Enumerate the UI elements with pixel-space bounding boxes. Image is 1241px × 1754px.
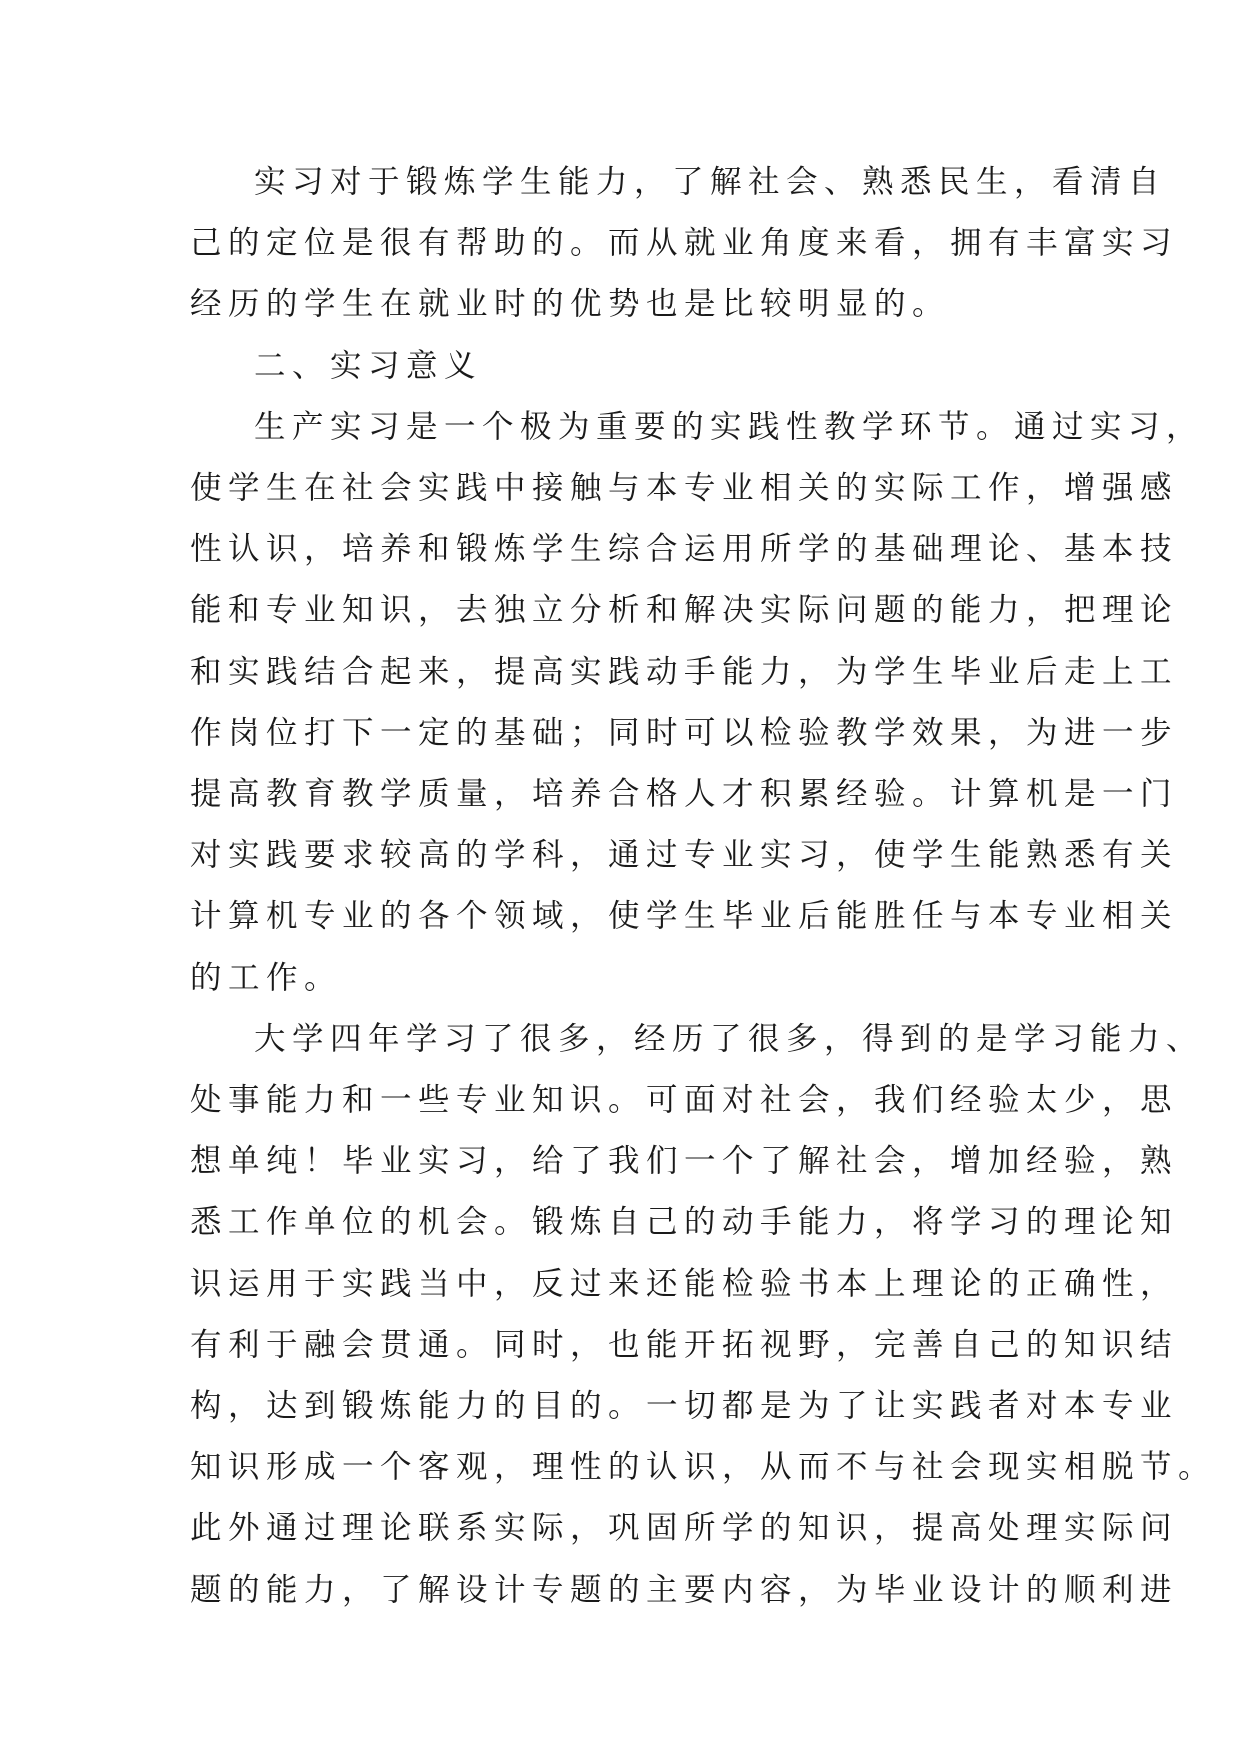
document-body bbox=[190, 152, 1217, 1621]
text-line: 作岗位打下一定的基础；同时可以检验教学效果，为进一步 bbox=[190, 714, 1179, 751]
text-line: 己的定位是很有帮助的。而从就业角度来看，拥有丰富实习 bbox=[190, 225, 1179, 262]
text-line: 题的能力，了解设计专题的主要内容，为毕业设计的顺利进 bbox=[190, 1571, 1179, 1608]
text-line: 识运用于实践当中，反过来还能检验书本上理论的正确性， bbox=[190, 1265, 1179, 1302]
section-heading-text: 二、实习意义 bbox=[254, 347, 483, 384]
text-line: 性认识，培养和锻炼学生综合运用所学的基础理论、基本技 bbox=[190, 531, 1179, 568]
section-heading bbox=[190, 336, 1058, 397]
text-line: 对实践要求较高的学科，通过专业实习，使学生能熟悉有关 bbox=[190, 837, 1179, 874]
paragraph-internship-significance bbox=[190, 397, 1205, 1009]
text-line: 实习对于锻炼学生能力，了解社会、熟悉民生，看清自 bbox=[254, 164, 1167, 200]
text-line: 使学生在社会实践中接触与本专业相关的实际工作，增强感 bbox=[190, 470, 1179, 507]
text-line: 处事能力和一些专业知识。可面对社会，我们经验太少，思 bbox=[190, 1082, 1179, 1119]
text-line: 能和专业知识，去独立分析和解决实际问题的能力，把理论 bbox=[190, 592, 1179, 629]
text-line: 构，达到锻炼能力的目的。一切都是为了让实践者对本专业 bbox=[190, 1388, 1179, 1425]
text-line: 计算机专业的各个领域，使学生毕业后能胜任与本专业相关 bbox=[190, 898, 1179, 935]
text-line: 生产实习是一个极为重要的实践性教学环节。通过实习， bbox=[254, 408, 1205, 445]
text-line: 提高教育教学质量，培养合格人才积累经验。计算机是一门 bbox=[190, 776, 1179, 813]
paragraph-internship-benefits bbox=[190, 152, 1179, 336]
paragraph-university-experience bbox=[190, 1009, 1217, 1621]
text-line: 悉工作单位的机会。锻炼自己的动手能力，将学习的理论知 bbox=[190, 1204, 1179, 1241]
text-line: 大学四年学习了很多，经历了很多，得到的是学习能力、 bbox=[254, 1020, 1205, 1057]
text-line: 有利于融会贯通。同时，也能开拓视野，完善自己的知识结 bbox=[190, 1326, 1179, 1363]
text-line: 经历的学生在就业时的优势也是比较明显的。 bbox=[190, 286, 951, 323]
text-line: 此外通过理论联系实际，巩固所学的知识，提高处理实际问 bbox=[190, 1510, 1179, 1547]
text-line: 知识形成一个客观，理性的认识，从而不与社会现实相脱节。 bbox=[190, 1449, 1217, 1486]
text-line: 的工作。 bbox=[190, 959, 343, 996]
text-line: 和实践结合起来，提高实践动手能力，为学生毕业后走上工 bbox=[190, 653, 1179, 690]
text-line: 想单纯！毕业实习，给了我们一个了解社会，增加经验，熟 bbox=[190, 1143, 1179, 1180]
